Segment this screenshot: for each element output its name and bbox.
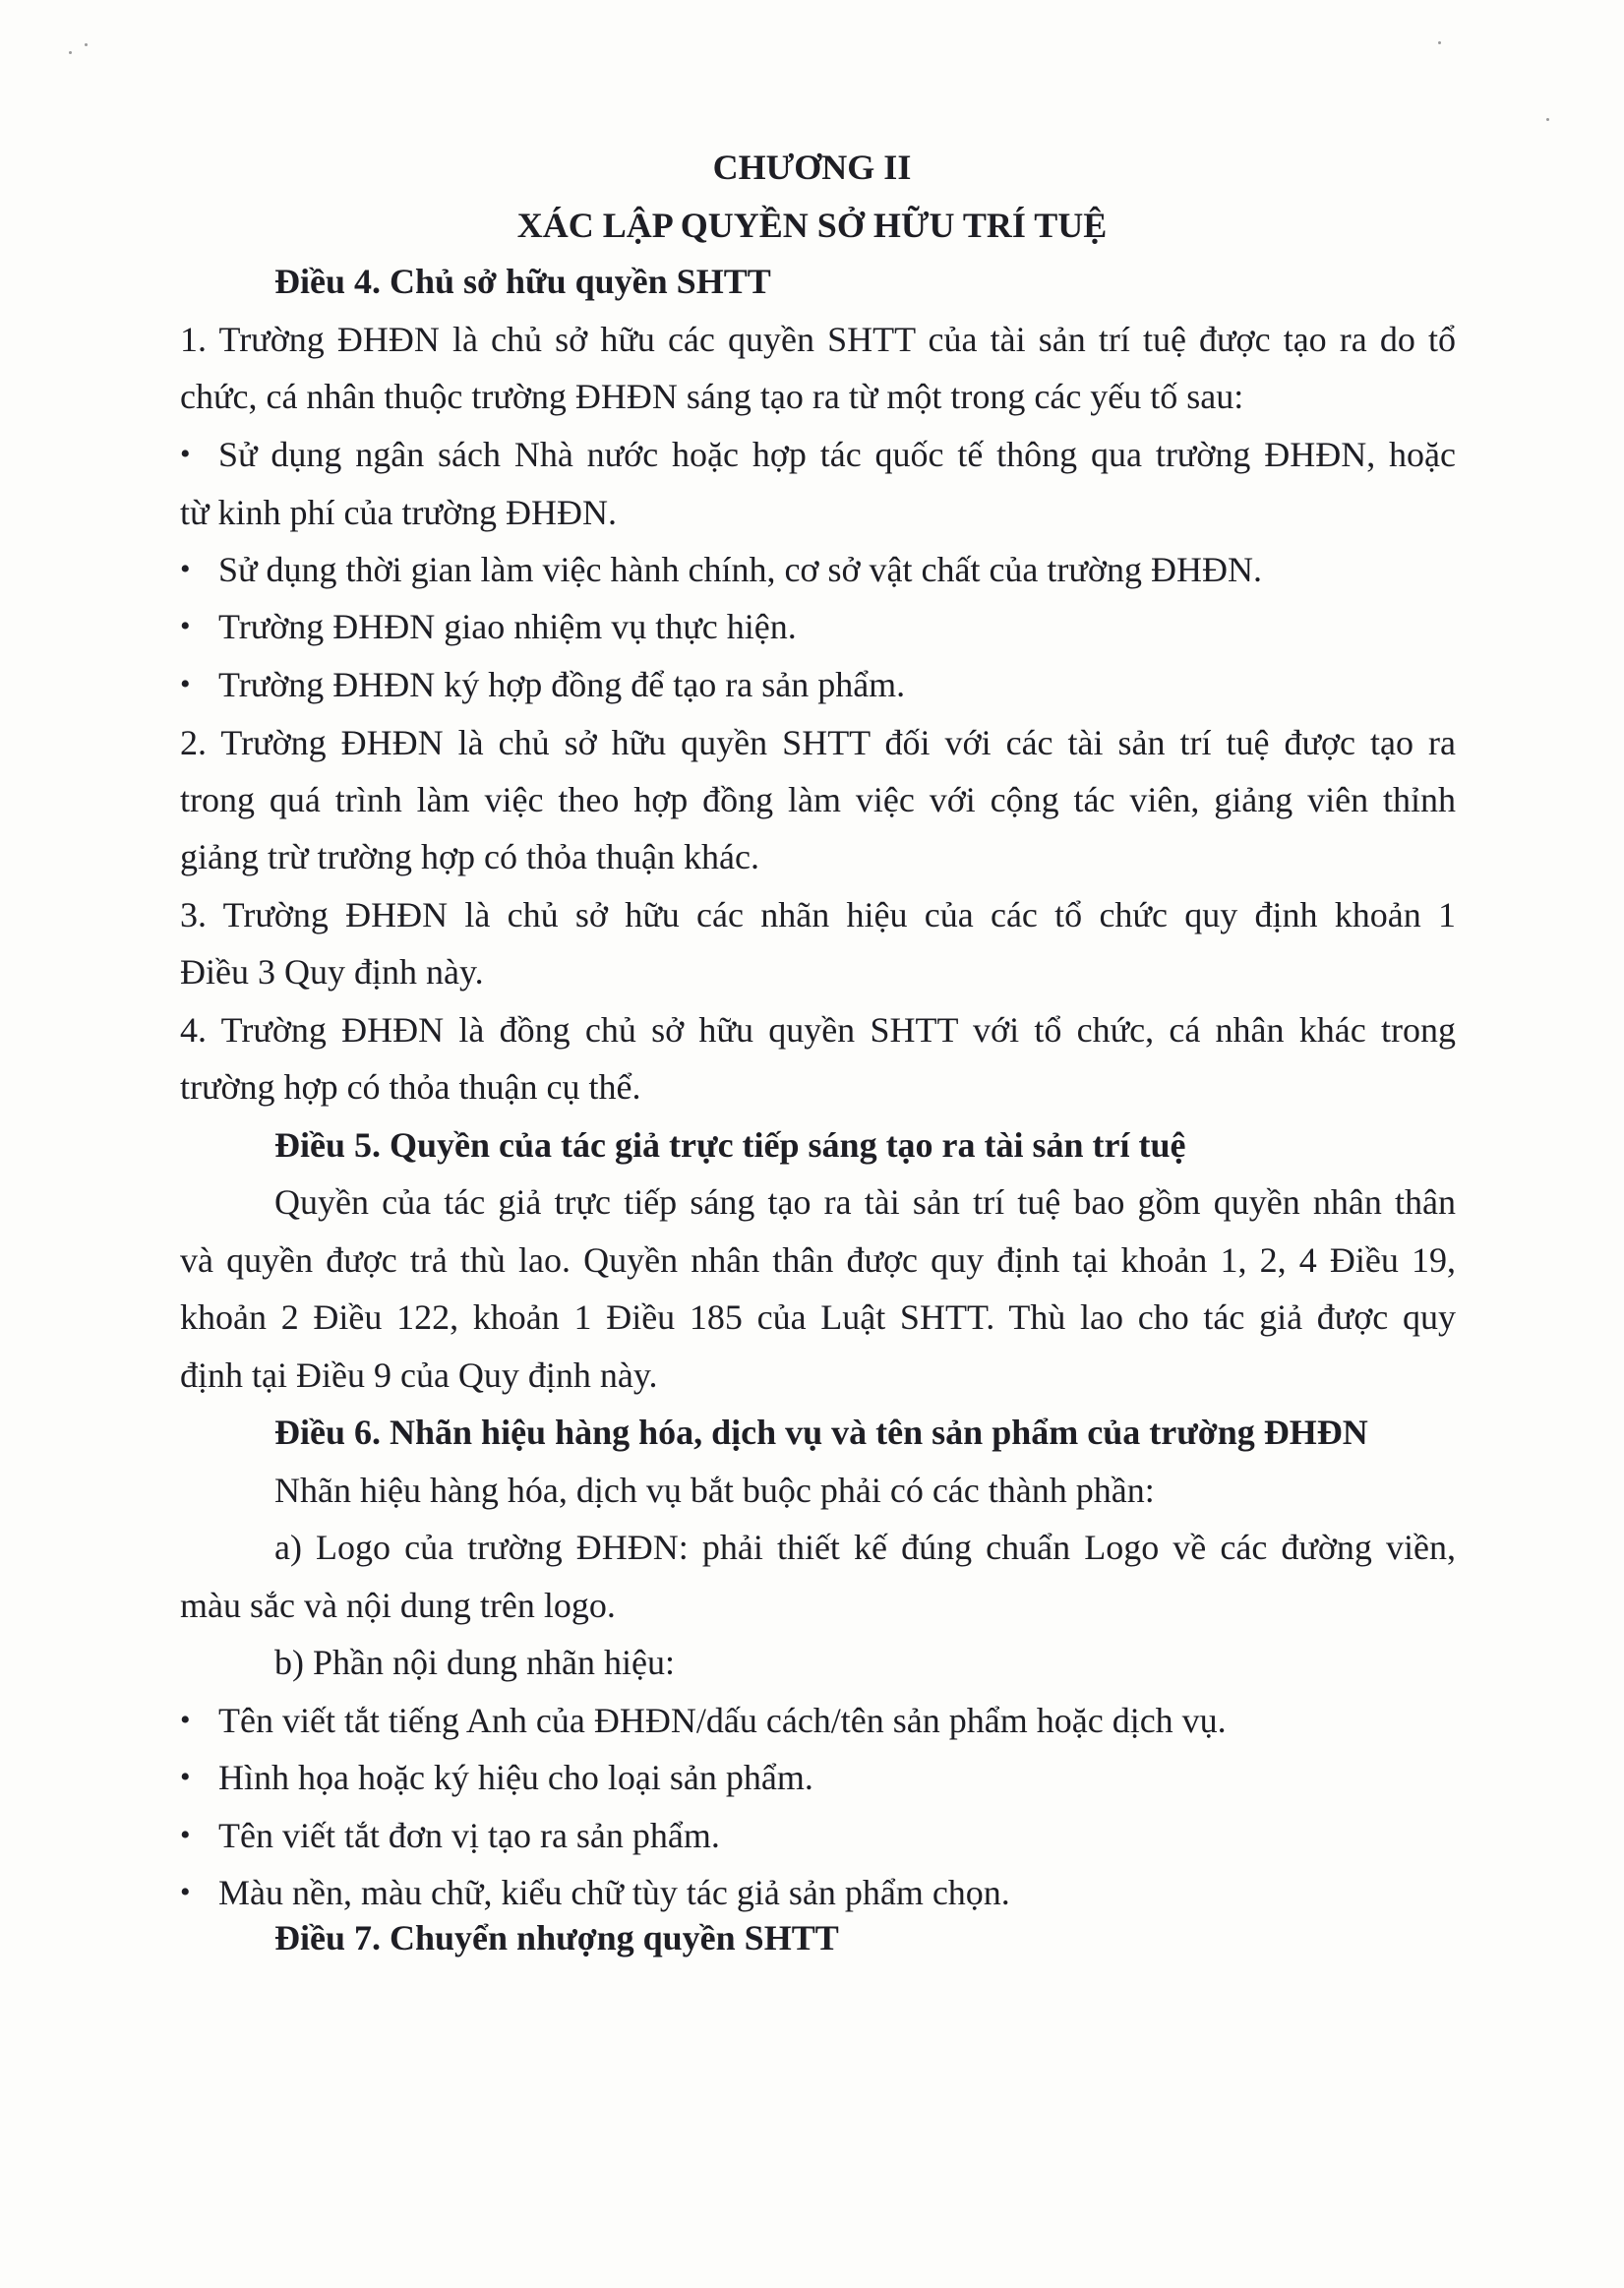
article-4-p2-line3: giảng trừ trường hợp có thỏa thuận khác.	[180, 837, 759, 876]
bullet-marker: •	[180, 1819, 191, 1851]
scan-speck	[1438, 41, 1441, 44]
bullet-marker: •	[180, 610, 191, 642]
article-4-bullet3: Trường ĐHĐN giao nhiệm vụ thực hiện.	[218, 607, 797, 646]
article-4-p2-line1: 2. Trường ĐHĐN là chủ sở hữu quyền SHTT đối với các tài sản trí tuệ được tạo ra	[180, 723, 1456, 762]
article-6-b-intro: b) Phần nội dung nhãn hiệu:	[274, 1643, 675, 1682]
article-6-bullet4: Màu nền, màu chữ, kiểu chữ tùy tác giả sản phẩm chọn.	[218, 1873, 1010, 1912]
scan-speck	[69, 51, 72, 54]
article-4-p3-line1: 3. Trường ĐHĐN là chủ sở hữu các nhãn hiệu của các tổ chức quy định khoản 1	[180, 895, 1456, 934]
bullet-marker: •	[180, 668, 191, 700]
article-7-heading: Điều 7. Chuyển nhượng quyền SHTT	[274, 1918, 839, 1957]
article-4-p1-line2: chức, cá nhân thuộc trường ĐHĐN sáng tạo ra từ một trong các yếu tố sau:	[180, 377, 1244, 416]
article-4-p3-line2: Điều 3 Quy định này.	[180, 952, 484, 992]
article-6-intro: Nhãn hiệu hàng hóa, dịch vụ bắt buộc phải có các thành phần:	[274, 1471, 1155, 1510]
bullet-marker: •	[180, 438, 191, 470]
bullet-marker: •	[180, 1876, 191, 1908]
article-4-bullet1-line1: Sử dụng ngân sách Nhà nước hoặc hợp tác quốc tế thông qua trường ĐHĐN, hoặc	[218, 435, 1456, 474]
article-4-bullet2: Sử dụng thời gian làm việc hành chính, cơ sở vật chất của trường ĐHĐN.	[218, 550, 1262, 589]
article-4-p4-line2: trường hợp có thỏa thuận cụ thể.	[180, 1067, 641, 1107]
article-4-heading: Điều 4. Chủ sở hữu quyền SHTT	[274, 262, 771, 301]
article-6-a-line1: a) Logo của trường ĐHĐN: phải thiết kế đúng chuẩn Logo về các đường viền,	[274, 1528, 1456, 1567]
bullet-marker: •	[180, 553, 191, 585]
article-4-p1-line1: 1. Trường ĐHĐN là chủ sở hữu các quyền SHTT của tài sản trí tuệ được tạo ra do tổ	[180, 320, 1456, 359]
article-6-a-line2: màu sắc và nội dung trên logo.	[180, 1586, 616, 1625]
article-6-bullet1: Tên viết tắt tiếng Anh của ĐHĐN/dấu cách/tên sản phẩm hoặc dịch vụ.	[218, 1701, 1227, 1740]
article-4-p2-line2: trong quá trình làm việc theo hợp đồng làm việc với cộng tác viên, giảng viên thỉnh	[180, 780, 1456, 819]
chapter-number: CHƯƠNG II	[712, 148, 912, 187]
article-5-line3: khoản 2 Điều 122, khoản 1 Điều 185 của Luật SHTT. Thù lao cho tác giả được quy	[180, 1297, 1456, 1337]
article-5-line4: định tại Điều 9 của Quy định này.	[180, 1355, 658, 1395]
article-4-bullet1-line2: từ kinh phí của trường ĐHĐN.	[180, 493, 618, 532]
article-5-line1: Quyền của tác giả trực tiếp sáng tạo ra tài sản trí tuệ bao gồm quyền nhân thân	[274, 1182, 1456, 1222]
article-6-bullet2: Hình họa hoặc ký hiệu cho loại sản phẩm.	[218, 1758, 813, 1797]
scan-speck	[1546, 118, 1549, 121]
bullet-marker: •	[180, 1704, 191, 1736]
article-5-heading: Điều 5. Quyền của tác giả trực tiếp sáng tạo ra tài sản trí tuệ	[274, 1125, 1186, 1165]
article-5-line2: và quyền được trả thù lao. Quyền nhân thân được quy định tại khoản 1, 2, 4 Điều 19,	[180, 1240, 1456, 1280]
article-6-bullet3: Tên viết tắt đơn vị tạo ra sản phẩm.	[218, 1816, 720, 1855]
article-6-heading: Điều 6. Nhãn hiệu hàng hóa, dịch vụ và tên sản phẩm của trường ĐHĐN	[274, 1413, 1368, 1452]
article-4-bullet4: Trường ĐHĐN ký hợp đồng để tạo ra sản phẩm.	[218, 665, 906, 704]
scan-speck	[85, 43, 88, 46]
bullet-marker: •	[180, 1761, 191, 1793]
article-4-p4-line1: 4. Trường ĐHĐN là đồng chủ sở hữu quyền SHTT với tổ chức, cá nhân khác trong	[180, 1010, 1456, 1050]
chapter-title: XÁC LẬP QUYỀN SỞ HỮU TRÍ TUỆ	[516, 206, 1108, 245]
